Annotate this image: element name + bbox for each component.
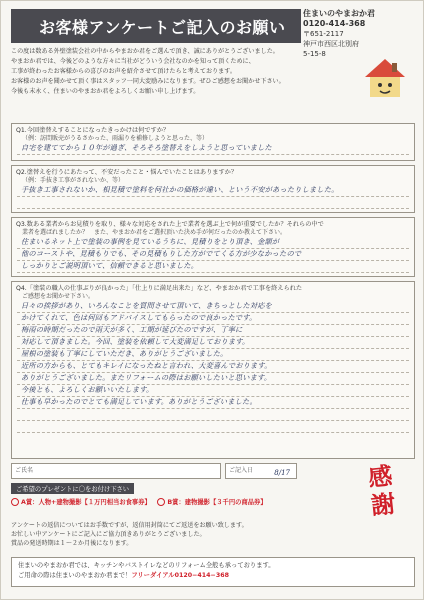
kansha-stamp (350, 460, 414, 526)
name-field[interactable] (11, 463, 221, 479)
question-1-title: Q1.今回塗替えすることになったきっかけは何ですか？ (16, 127, 170, 134)
company-address-line2: 5-15-8 (303, 50, 326, 58)
gift-selection (11, 483, 311, 509)
answer-text: 今後とも、よろしくお願いいたします。 (21, 385, 154, 394)
answer-line[interactable] (17, 421, 409, 433)
intro-line: 今後も末永く、住まいのやまおか君をよろしくお願い申し上げます。 (11, 88, 200, 95)
note-line: 賞品の発送時期は１〜２か月後になります。 (11, 540, 133, 547)
kansha-char-2: 謝 (369, 488, 397, 521)
radio-b-icon[interactable] (157, 498, 165, 506)
footer-line-2: ご用命の際は住まいのやまおか君まで！ (18, 572, 132, 579)
answer-text: 梅雨の時期だったので雨天が多く、工期が延びたのですが、丁寧に (21, 325, 243, 334)
answer-line[interactable] (17, 261, 409, 273)
answer-text: ありがとうございました。またリフォームの際はお願いしたいと思います。 (21, 373, 272, 382)
company-phone: 0120-414-368 (303, 19, 366, 28)
answer-text: しっかりとご説明頂いて、信頼できると思いました。 (21, 261, 199, 270)
gift-option-a[interactable]: A賞：人物+建物撮影【１万円相当お食事券】 (21, 499, 151, 506)
answer-text: 近所の方からも、とてもキレイになったねと言われ、大変喜んでおります。 (21, 361, 272, 370)
answer-line[interactable] (17, 313, 409, 325)
answer-line[interactable] (17, 361, 409, 373)
note-line: お忙しい中アンケートにご記入にご協力頂きありがとうございました。 (11, 531, 206, 538)
return-notes (11, 521, 311, 548)
note-line: アンケートの返信についてはお手数ですが、返信用封筒にてご返送をお願い致します。 (11, 522, 248, 529)
question-4-subtitle: ご感想をお聞かせ下さい。 (22, 293, 95, 300)
name-label: ご氏名 (15, 467, 34, 474)
answer-line[interactable] (17, 349, 409, 361)
answer-text: 手抜き工事されないか、相見積で塗料を何社かの価格が違い、という不安があったりしました。 (21, 185, 339, 194)
answer-text: 他のコーストや、見積もりでも、その見積もりした方がでてくる方が少なかったので (21, 249, 302, 258)
intro-line: この度は数ある外壁塗装会社の中からやまおか君をご選んで頂き、誠にありがとうございました。 (11, 48, 279, 55)
question-4 (11, 281, 415, 459)
answer-line[interactable] (17, 185, 409, 197)
answer-text: 自宅を建ててから１０年が過ぎ、そろそろ塗替えをしようと思っていました (21, 143, 272, 152)
answer-line[interactable] (17, 143, 409, 155)
kansha-char-1: 感 (366, 460, 394, 493)
footer-box (11, 557, 415, 587)
question-2-example: （例：手抜き工事がされないか、等） (22, 177, 125, 184)
question-3 (11, 217, 415, 277)
gift-option-b[interactable]: B賞：建物撮影【３千円の商品券】 (167, 499, 267, 506)
mascot-house-icon (361, 55, 409, 103)
company-name: 住まいのやまおか君 (303, 9, 375, 18)
answer-text: 住まいるネット上で塗装の事例を見ているうちに、見積りをとり頂き、金額が (21, 237, 280, 246)
date-field[interactable] (225, 463, 297, 479)
intro-line: 工事が終わったお客様からの喜びのお声を紹介させて頂けたらと考えております。 (11, 68, 236, 75)
gift-title: ご希望のプレゼントに〇をお付け下さい (11, 483, 134, 494)
answer-text: 対応して頂きました。今回、塗装を依頼して大変満足しております。 (21, 337, 250, 346)
intro-line: やまおか君では、今後どのような方々に当社がどういう会社なのかを知って頂くために、 (11, 58, 255, 65)
answer-line[interactable] (17, 409, 409, 421)
answer-line[interactable] (17, 337, 409, 349)
page-title: お客様アンケートご記入のお願い (11, 9, 301, 43)
answer-line[interactable] (17, 301, 409, 313)
question-4-title: Q4.「塗装の職人の仕事ぶりが良かった」「仕上りに満足出来た」など、やまおか君で工事を終えられた (16, 285, 303, 292)
answer-line[interactable] (17, 385, 409, 397)
answer-line[interactable] (17, 197, 409, 209)
date-value: 8/17 (274, 469, 290, 477)
gift-options (11, 497, 311, 506)
intro-line: お客様のお声を聞かせて頂く事はスタッフ一同大変励みになります。ぜひご感想をお聞かせ下さい。 (11, 78, 285, 85)
answer-text: かけてくれて、色は何回もアドバイスしてもらったので良かったです。 (21, 313, 257, 322)
question-1-example: （例：訪問販売がうるさかった、雨漏りを補修しようと思った、等） (22, 135, 209, 142)
company-address-line1: 神戸市西区北別府 (303, 40, 359, 48)
answer-text: 仕事も早かったのでとても満足しています。ありがとうございました。 (21, 397, 257, 406)
question-2-title: Q2.塗替えを行うにあたって、不安だったこと・悩んでいたことはありますか？ (16, 169, 238, 176)
answer-text: 屋根の塗装も丁寧にしていただき、ありがとうございました。 (21, 349, 228, 358)
answer-line[interactable] (17, 373, 409, 385)
company-postal: 〒651-2117 (303, 30, 344, 38)
answer-line[interactable] (17, 237, 409, 249)
free-dial[interactable]: フリーダイアル0120−414−368 (131, 572, 229, 579)
question-2 (11, 165, 415, 213)
answer-line[interactable] (17, 249, 409, 261)
question-3-title: Q3.数ある業者からお見積りを取り、様々な対応をされた上で業者を選ぶ上で何が重要でしたか？それらの中で (16, 221, 324, 228)
date-label: ご記入日 (229, 467, 254, 474)
intro-text (11, 47, 356, 97)
answer-text: 日々の挨拶があり、いろんなことを質問させて頂いて、きちっとした対応を (21, 301, 273, 310)
answer-line[interactable] (17, 397, 409, 409)
answer-line[interactable] (17, 325, 409, 337)
question-1 (11, 123, 415, 161)
question-3-subtitle: 業者を選ばれましたか？ また、やまおか君をご選択頂いた決め手が何だったのか教えて下さい。 (22, 229, 287, 236)
radio-a-icon[interactable] (11, 498, 19, 506)
footer-line-1: 住まいのやまおか君では、キッチンやバストイレなどのリフォーム全般も承っております。 (18, 562, 275, 569)
